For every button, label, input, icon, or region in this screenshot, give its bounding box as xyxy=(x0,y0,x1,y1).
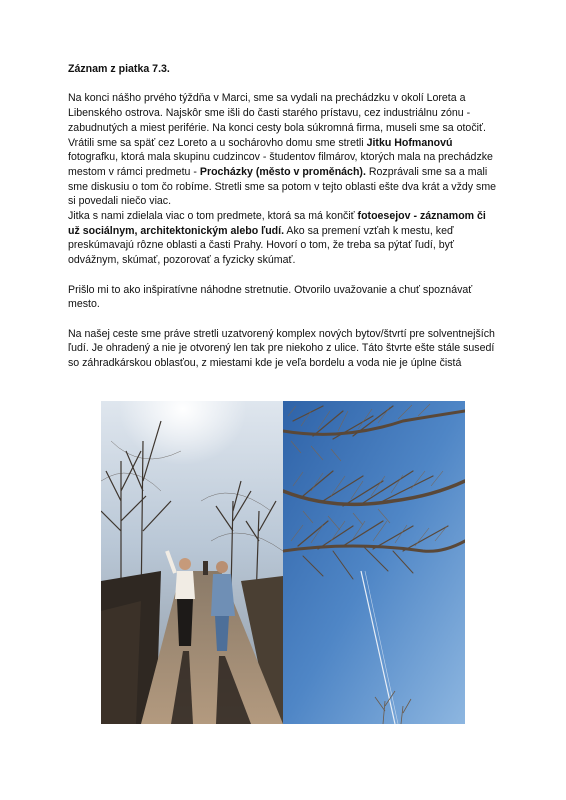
paragraph-text: Rozprávali sme sa a mali sme diskusiu o tom čo robíme. Stretli sme sa potom v tejto oblasti ešte dva krát a vždy sme si povedali niečo viac. xyxy=(68,165,497,208)
paragraph-text: Na konci nášho prvého týždňa v Marci, sme sa vydali na prechádzku v okolí Loreta a Libenského ostrova. Najskôr sme išli do časti starého prístavu, cez industriálnu zónu - zabudnutých a miest periférie. Na konci cesty bola súkromná firma, museli sme sa otočiť. Vrátili sme sa späť cez Loreto a u sochárovho domu sme stretli xyxy=(68,92,486,149)
page-title: Záznam z piatka 7.3. xyxy=(68,63,170,75)
paragraph-meeting xyxy=(68,91,500,267)
photo-tree-sky xyxy=(283,401,465,724)
photo-tree-sky-image xyxy=(283,401,465,724)
bold-photoessay: fotoesejov - záznamom či už sociálnym, architektonickým alebo ľudí. xyxy=(68,210,486,237)
paragraph-text: Ako sa premení vzťah k mestu, keď preskúmavajú rôzne oblasti a časti Prahy. Hovorí o tom, že treba sa pýtať ľudí, byť odvážnym, skúmať, pozorovať a fyzicky skúmať. xyxy=(68,224,454,267)
bold-name: Jitku Hofmanovú xyxy=(366,136,453,149)
photo-walk-image xyxy=(101,401,283,724)
paragraph-text: fotografku, ktorá mala skupinu cudzincov - študentov filmárov, ktorých mala na prechádzke mestom v rámci predmetu - xyxy=(68,151,493,178)
paragraph-text: Jitka s nami zdielala viac o tom predmete, ktorá sa má končiť xyxy=(68,210,358,223)
paragraph-reflection: Prišlo mi to ako inšpiratívne náhodne stretnutie. Otvorilo uvažovanie a chuť spoznávať mesto. xyxy=(68,283,473,311)
photo-collage xyxy=(101,401,465,724)
bold-course: Procházky (město v proměnách). xyxy=(199,165,366,178)
document-text xyxy=(68,62,500,385)
paragraph-complex: Na našej ceste sme práve stretli uzatvorený komplex nových bytov/štvrtí pre solventnejších ľudí. Je ohradený a nie je otvorený len tak pre niekoho z ulice. Táto štvrte ešte stále susedí so záhradkárskou oblasťou, z miestami kde je veľa bordelu a voda nie je úplne čistá xyxy=(68,327,495,370)
photo-walk xyxy=(101,401,283,724)
